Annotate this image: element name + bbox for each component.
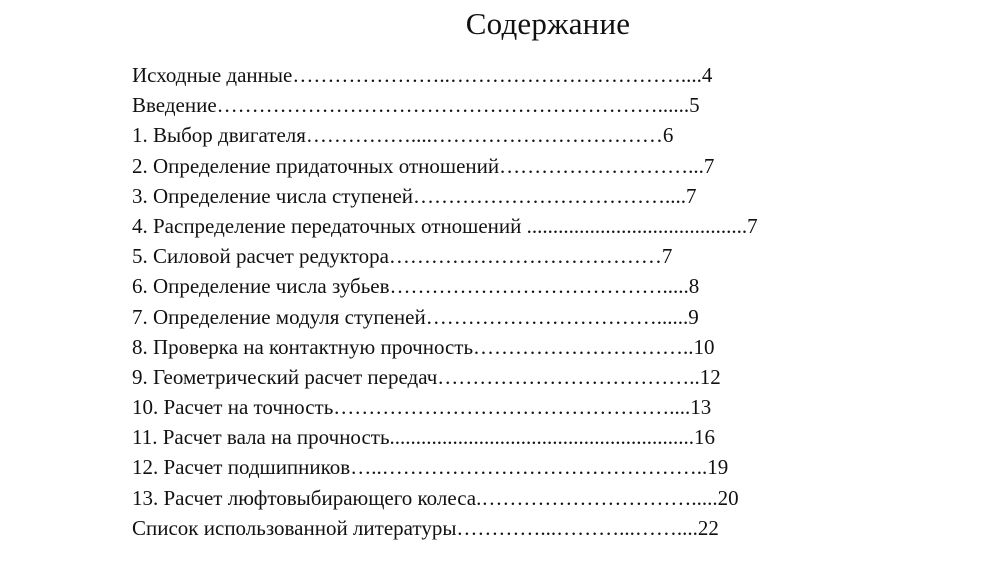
- toc-entry: [132, 271, 962, 301]
- toc-entry-text: 6. Определение числа зубьев………………………………….....8: [132, 274, 700, 299]
- toc-entry-text: 11. Расчет вала на прочность..........................................................16: [132, 425, 716, 450]
- toc-entry: [132, 211, 962, 241]
- toc-entry: [132, 332, 962, 362]
- toc-entry: [132, 241, 962, 271]
- toc-entry: [132, 362, 962, 392]
- toc-entry-text: 5. Силовой расчет редуктора…………………………………7: [132, 244, 673, 269]
- toc-entry-text: 8. Проверка на контактную прочность…………………………..10: [132, 334, 715, 359]
- toc-entry-text: 13. Расчет люфтовыбирающего колеса.………………………….....20: [132, 485, 739, 510]
- toc-entry-text: 10. Расчет на точность…………………………………………....13: [132, 395, 712, 420]
- toc-entry: [132, 483, 962, 513]
- toc-entry-text: 4. Распределение передаточных отношений ..........................................7: [132, 213, 758, 238]
- page-title: Содержание: [465, 6, 631, 41]
- toc-entry-text: Введение………………………………………………………......5: [132, 93, 700, 118]
- toc-entry: [132, 513, 962, 543]
- toc-entry-text: 3. Определение числа ступеней………………………………....7: [132, 183, 697, 208]
- toc-entry-text: 9. Геометрический расчет передач………………………………..12: [132, 364, 721, 389]
- toc-entry: [132, 392, 962, 422]
- toc-entry-text: 2. Определение придаточных отношений………………………...7: [132, 153, 715, 178]
- toc-entry-text: 12. Расчет подшипников…..………………………………………..19: [132, 455, 729, 480]
- toc-entry: [132, 302, 962, 332]
- toc-entry-text: Исходные данные…………………..……………………………....4: [132, 63, 713, 87]
- toc-entry: [132, 452, 962, 482]
- table-of-contents: [132, 60, 962, 543]
- toc-entry: [132, 120, 962, 150]
- toc-entry-text: Список использованной литературы…………...………...……....22: [132, 515, 719, 540]
- toc-entry: [132, 90, 962, 120]
- toc-entry-text: 7. Определение модуля ступеней……………………………......9: [132, 304, 699, 329]
- toc-entry: [132, 422, 962, 452]
- toc-entry-text: 1. Выбор двигателя……………....……………………………6: [132, 123, 674, 148]
- toc-entry: [132, 60, 962, 90]
- toc-entry: [132, 181, 962, 211]
- toc-entry: [132, 151, 962, 181]
